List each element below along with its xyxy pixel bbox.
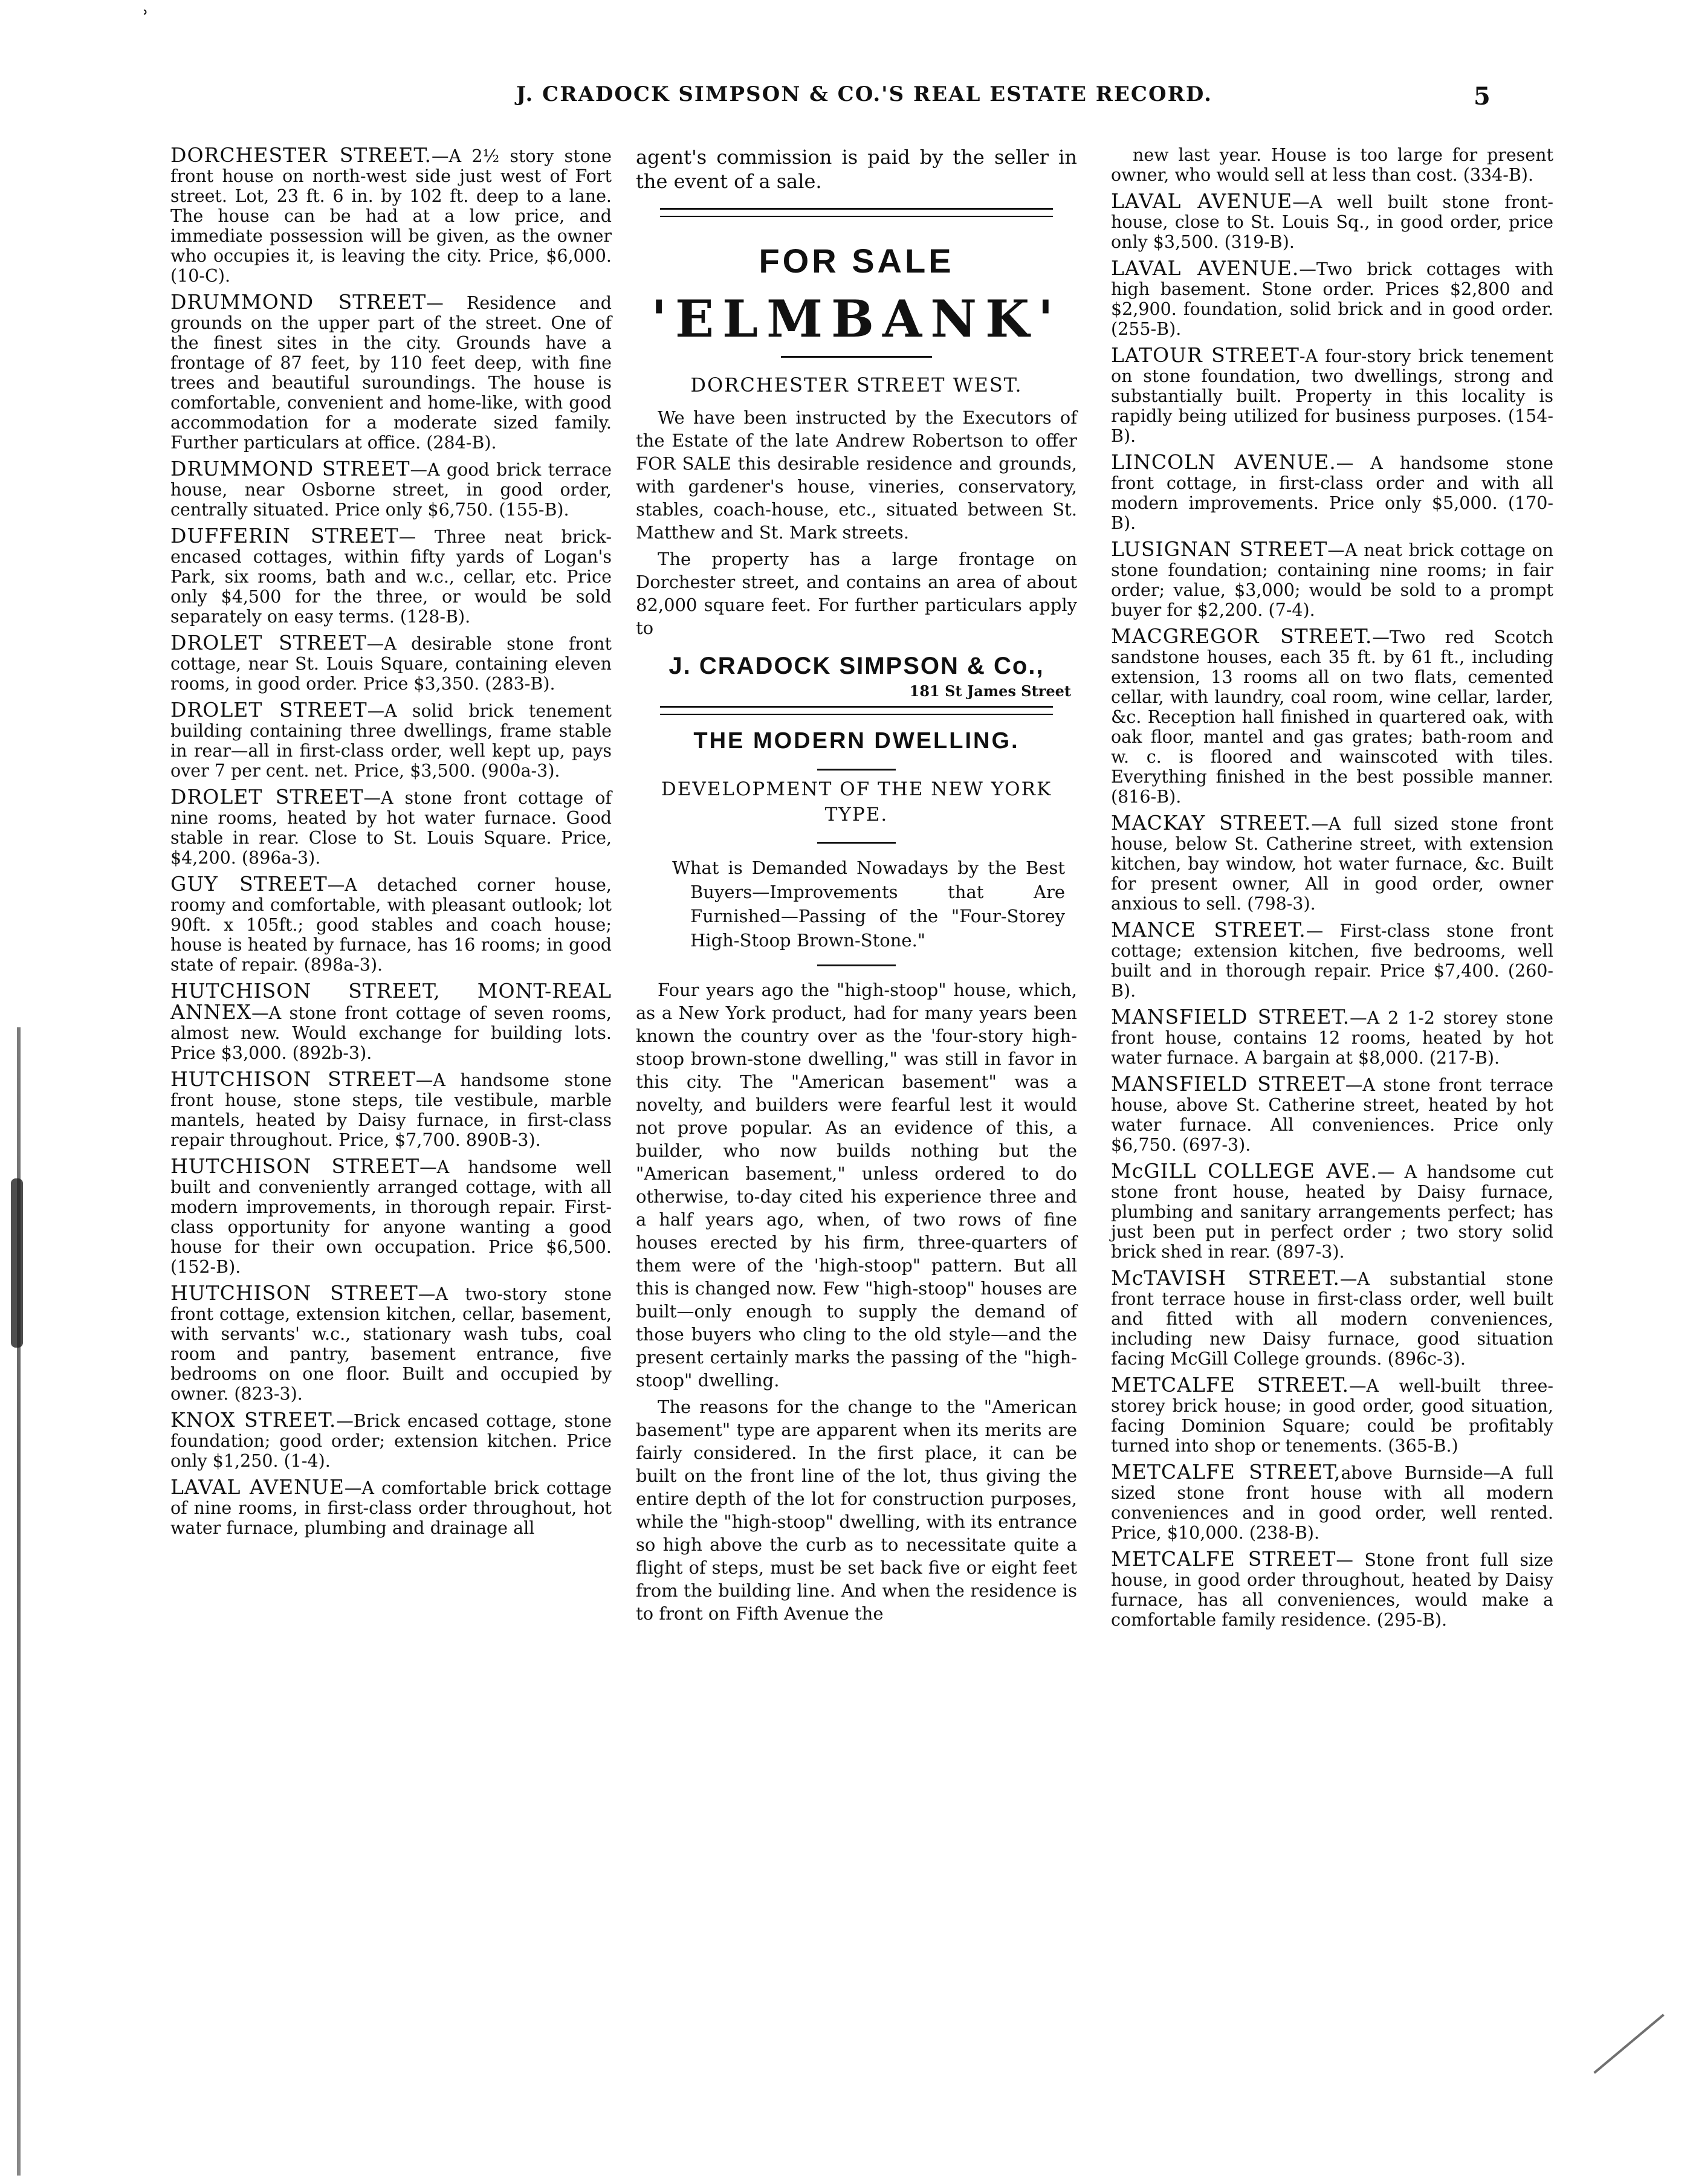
- listing-reference: (295-B).: [1376, 1610, 1448, 1630]
- scan-corner-mark: [1593, 2014, 1664, 2073]
- listing-description: -A four-story brick tenement on stone foundation, two dwellings, strong and substantially built. Property in this locality is rapidly being utilized for business purposes.: [1111, 346, 1553, 426]
- listing-reference: (897-3).: [1276, 1242, 1345, 1262]
- article-title: THE MODERN DWELLING.: [693, 728, 1020, 754]
- divider: [660, 208, 1053, 210]
- listing-entry: [170, 981, 612, 1063]
- listing-description: — A handsome stone front cottage, in first-class order and with all modern improvements. Price only $5,000.: [1111, 453, 1553, 513]
- listing-street: DRUMMOND STREET: [170, 457, 410, 480]
- divider: [817, 842, 896, 844]
- listing-description: — First-class stone front cottage; extension kitchen, five bedrooms, well built and in thorough repair. Price $7,400.: [1111, 921, 1553, 981]
- listing-reference: (697-3).: [1182, 1135, 1251, 1155]
- listing-description: —A 2½ story stone front house on north-west side just west of Fort street. Lot, 23 ft. 6 in. by 102 ft. deep to a lane. The house can be had at a low price, and immediate possession will be given, as the owner who occupies it, is leaving the city. Price, $6,000.: [170, 146, 612, 266]
- listing-street: HUTCHISON STREET: [170, 1154, 420, 1178]
- listing-description: —A stone front terrace house, above St. Catherine street, heated by hot water furnace. All conveniences. Price only $6,750.: [1111, 1075, 1553, 1155]
- listing-entry: [1111, 539, 1553, 620]
- listing-entry: [170, 1156, 612, 1277]
- page-number: 5: [1474, 82, 1491, 111]
- listing-street: LATOUR STREET: [1111, 343, 1300, 367]
- listing-reference: (798-3).: [1247, 894, 1316, 914]
- listing-description: —A stone front cottage of nine rooms, heated by hot water furnace. Good stable in rear. Close to St. Louis Square. Price, $4,200.: [170, 788, 612, 868]
- listing-description: —A detached corner house, roomy and comfortable, with pleasant outlook; lot 90ft. x 105ft.; good stables and coach house; house is heated by furnace, has 16 rooms; in good state of repair.: [170, 875, 612, 975]
- listing-description: —A 2 1-2 storey stone front house, contains 12 rooms, heated by hot water furnace. A bargain at $8,000.: [1111, 1008, 1554, 1068]
- listing-street: HUTCHISON STREET: [170, 1281, 418, 1305]
- listing-street: McTAVISH STREET.: [1111, 1266, 1340, 1290]
- listing-description: —A full sized stone front house, below St. Catherine street, with extension kitchen, bay window, hot water furnace, &c. Built for present owner, All in good order, owner anxious to sell.: [1111, 814, 1554, 914]
- listing-reference: (217-B).: [1429, 1048, 1500, 1068]
- article-deck: What is Demanded Nowadays by the Best Buyers—Improvements that Are Furnished—Passing of the "Four-Storey High-Stoop Brown-Stone.": [672, 858, 1065, 951]
- listing-entry: [1111, 920, 1553, 1001]
- listing-list: [1111, 191, 1553, 1630]
- listing-description: —A well built stone front-house, close to St. Louis Sq., in good order, price only $3,500.: [1111, 192, 1553, 252]
- listing-entry: [170, 459, 612, 520]
- divider: [660, 706, 1053, 708]
- listing-entry: [170, 633, 612, 694]
- ad-property-name: 'ELMBANK': [651, 289, 1062, 349]
- listing-description: — Three neat brick-encased cottages, within fifty yards of Logan's Park, six rooms, bath and w.c., cellar, etc. Price only $4,500 for the three, or would be sold separately on easy terms.: [170, 527, 612, 627]
- listing-reference: (155-B).: [499, 500, 569, 520]
- listing-street: METCALFE STREET,: [1111, 1460, 1341, 1484]
- listing-reference: 890B-3).: [465, 1130, 541, 1150]
- listing-entry: [170, 1410, 612, 1471]
- ad-firm-name: J. CRADOCK SIMPSON & Co.,: [668, 653, 1044, 679]
- listing-street: MANSFIELD STREET: [1111, 1072, 1345, 1096]
- listing-description: —A desirable stone front cottage, near St. Louis Square, containing eleven rooms, in good order. Price $3,350.: [170, 634, 612, 694]
- listing-street: LINCOLN AVENUE.: [1111, 450, 1336, 474]
- listing-entry: [1111, 1549, 1553, 1630]
- listing-description: —A neat brick cottage on stone foundation; containing nine rooms; in fair order; value, $3,000; would be sold to a prompt buyer for $2,200.: [1111, 540, 1553, 620]
- listing-reference: (154-B).: [1111, 406, 1553, 446]
- ad-address: 181 St James Street: [909, 682, 1071, 700]
- listing-reference: (7-4).: [1268, 600, 1315, 620]
- listing-description: —A two-story stone front cottage, extension kitchen, cellar, basement, with servants' w.c., stationary wash tubs, coal room and pantry, basement entrance, five bedrooms on one floor. Built and occupied by owner.: [170, 1284, 612, 1404]
- listing-entry: [170, 145, 612, 286]
- ad-for-sale-heading: FOR SALE: [759, 242, 954, 280]
- listing-entry: [1111, 1462, 1553, 1543]
- listing-description: — A handsome cut stone front house, heated by Daisy furnace, plumbing and sanitary arrangements perfect; has just been put in perfect order ; two story solid brick shed in rear.: [1111, 1162, 1553, 1262]
- listing-reference: (170-B).: [1111, 493, 1554, 533]
- listing-reference: (255-B).: [1111, 319, 1182, 339]
- listing-street: HUTCHISON STREET, MONT-REAL ANNEX: [170, 979, 612, 1024]
- continuation-text: agent's commission is paid by the seller in the event of a sale.: [636, 146, 1077, 193]
- column-3-listings: [1111, 145, 1553, 1636]
- listing-entry: [1111, 813, 1553, 914]
- listing-description: —A solid brick tenement building containing three dwellings, frame stable in rear—all in first-class order, well kept up, pays over 7 per cent. net. Price, $3,500.: [170, 701, 612, 781]
- scan-mark: ʾ: [143, 6, 149, 30]
- listing-street: DROLET STREET: [170, 631, 367, 654]
- listing-reference: (892b-3).: [292, 1043, 372, 1063]
- divider: [660, 714, 1053, 715]
- ad-paragraph: We have been instructed by the Executors of the Estate of the late Andrew Robertson to offer FOR SALE this desirable residence and grounds, with gardener's house, vineries, conservatory, stables, coach-house, etc., situated between St. Matthew and St. Mark streets.: [636, 407, 1077, 543]
- listing-street: McGILL COLLEGE AVE.: [1111, 1159, 1377, 1183]
- listing-street: DRUMMOND STREET: [170, 290, 427, 314]
- listing-description: — Residence and grounds on the upper part of the street. One of the finest sites in the city. Grounds have a frontage of 87 feet, by 110 feet deep, with fine trees and beautiful suroundings. The house is comfortable, convenient and home-like, with good accommodation for a moderate sized family. Further particulars at office.: [170, 293, 612, 453]
- listing-street: LUSIGNAN STREET: [1111, 537, 1328, 561]
- scan-edge-blot: [11, 1178, 23, 1348]
- listing-entry: [170, 526, 612, 627]
- listing-reference: (319-B).: [1224, 232, 1295, 252]
- listing-reference: (823-3).: [234, 1384, 303, 1404]
- article-paragraph: The reasons for the change to the "American basement" type are apparent when its merits are fairly considered. In the first place, it can be built on the front line of the lot, thus giving the entire depth of the lot for construction purposes, while the "high-stoop" dwelling, with its entrance so high above the curb as to necessitate quite a flight of steps, must be set back five or eight feet from the building line. And when the residence is to front on Fifth Avenue the: [636, 1397, 1077, 1624]
- listing-entry: [170, 292, 612, 453]
- divider: [660, 216, 1053, 217]
- listing-reference: (900a-3).: [481, 761, 560, 781]
- listing-street: KNOX STREET.: [170, 1408, 337, 1432]
- listing-entry: [1111, 1375, 1553, 1456]
- listing-description: —A good brick terrace house, near Osborne street, in good order, centrally situated. Price only $6,750.: [170, 460, 612, 520]
- listing-reference: (816-B).: [1111, 787, 1182, 807]
- listing-entry: [1111, 1161, 1553, 1262]
- listing-reference: (896c-3).: [1387, 1349, 1466, 1369]
- ad-location: DORCHESTER STREET WEST.: [690, 373, 1023, 396]
- divider: [817, 964, 896, 966]
- listing-entry: [170, 700, 612, 781]
- listing-entry: [170, 1477, 612, 1538]
- listing-street: LAVAL AVENUE: [1111, 189, 1293, 213]
- listing-reference: (283-B).: [485, 674, 555, 694]
- running-header: J. CRADOCK SIMPSON & CO.'S REAL ESTATE RECORD.: [516, 82, 1212, 106]
- listing-street: METCALFE STREET: [1111, 1547, 1336, 1571]
- continuation-text: new last year. House is too large for present owner, who would sell at less than cost. (334-B).: [1111, 145, 1553, 185]
- listing-street: HUTCHISON STREET: [170, 1067, 416, 1091]
- listing-street: LAVAL AVENUE: [170, 1475, 345, 1499]
- listing-entry: [1111, 345, 1553, 446]
- listing-entry: [1111, 191, 1553, 252]
- listing-entry: [1111, 1268, 1553, 1369]
- listing-street: MANSFIELD STREET.: [1111, 1005, 1350, 1029]
- article-paragraph: Four years ago the "high-stoop" house, which, as a New York product, had for many years been known the country over as the 'four-story high-stoop brown-stone dwelling," was still in favor in this city. The "American basement" was a novelty, and builders were fearful lest it would not prove popular. As an evidence of this, a builder, who now builds nothing but the "American basement," unless ordered to do otherwise, to-day cited his experience three and a half years ago, when, of two rows of fine houses erected by his firm, three-quarters of them were of the 'high-stoop" pattern. But all this is changed now. Few "high-stoop" houses are built—only enough to supply the demand of those buyers who cling to the old style—and the present certainly marks the passing of the "high-stoop" dwelling.: [636, 980, 1077, 1391]
- listing-reference: (284-B).: [426, 433, 497, 453]
- listing-reference: (260-B).: [1111, 961, 1553, 1001]
- listing-reference: (896a-3).: [241, 848, 321, 868]
- listing-street: MACKAY STREET.: [1111, 811, 1312, 835]
- listing-entry: [170, 1283, 612, 1404]
- listing-entry: [1111, 452, 1553, 533]
- listing-description: —A handsome stone front house, stone steps, tile vestibule, marble mantels, heated by Daisy furnace, in first-class repair throughout. Price, $7,700.: [170, 1070, 612, 1150]
- listing-entry: [170, 787, 612, 868]
- listing-description: —A substantial stone front terrace house in first-class order, well built and fitted with all modern conveniences, including new Daisy furnace, good situation facing McGill College grounds.: [1111, 1269, 1554, 1369]
- listing-street: DORCHESTER STREET.: [170, 143, 432, 167]
- listing-description: —A well-built three-storey brick house; in good order, good situation, facing Dominion Square; could be profitably turned into shop or tenements.: [1111, 1376, 1553, 1456]
- listing-description: above Burnside—A full sized stone front house with all modern conveniences and in good order, well rented. Price, $10,000.: [1111, 1463, 1554, 1543]
- listing-entry: [170, 874, 612, 975]
- listing-street: MACGREGOR STREET.: [1111, 624, 1373, 648]
- listing-reference: (128-B).: [400, 607, 471, 627]
- listing-reference: (152-B).: [170, 1257, 241, 1277]
- ad-paragraph: The property has a large frontage on Dorchester street, and contains an area of about 82,000 square feet. For further particulars apply to: [636, 549, 1077, 638]
- listing-street: DROLET STREET: [170, 698, 367, 722]
- divider: [781, 356, 932, 358]
- article-subtitle: DEVELOPMENT OF THE NEW YORK TYPE.: [661, 778, 1052, 825]
- listing-entry: [170, 1069, 612, 1150]
- listing-description: —A stone front cottage of seven rooms, almost new. Would exchange for building lots. Price $3,000.: [170, 1003, 612, 1063]
- column-1-listings: [170, 145, 612, 1544]
- listing-street: MANCE STREET.: [1111, 918, 1306, 942]
- listing-reference: (10-C).: [170, 266, 230, 286]
- listing-entry: [1111, 258, 1553, 339]
- listing-reference: (365-B.): [1388, 1436, 1458, 1456]
- listing-entry: [1111, 626, 1553, 807]
- listing-street: GUY STREET: [170, 872, 328, 896]
- listing-street: DUFFERIN STREET: [170, 524, 399, 548]
- listing-street: DROLET STREET: [170, 785, 364, 809]
- listing-description: —A comfortable brick cottage of nine rooms, in first-class order throughout, hot water furnace, plumbing and drainage all: [170, 1478, 612, 1538]
- listing-street: METCALFE STREET.: [1111, 1373, 1349, 1397]
- divider: [817, 769, 896, 771]
- listing-description: —Two red Scotch sandstone houses, each 35 ft. by 61 ft., including extension, 13 rooms all on two flats, cemented cellar, with laundry, coal room, wine cellar, larder, &c. Reception hall finished in quartered oak, with oak floor, mantel and gas grates; bath-room and w. c. is floored and wainscoted with tiles. Everything finished in the best possible manner.: [1111, 627, 1553, 787]
- listing-reference: (238-B).: [1249, 1523, 1320, 1543]
- listing-description: —Two brick cottages with high basement. Stone order. Prices $2,800 and $2,900. foundation, solid brick and in good order.: [1111, 259, 1553, 319]
- listing-reference: (898a-3).: [303, 955, 383, 975]
- listing-reference: (1-4).: [283, 1451, 331, 1471]
- column-2: [636, 145, 1077, 1629]
- listing-street: LAVAL AVENUE.: [1111, 256, 1300, 280]
- listing-description: —Brick encased cottage, stone foundation; good order; extension kitchen. Price only $1,250.: [170, 1411, 612, 1471]
- listing-description: — Stone front full size house, in good order throughout, heated by Daisy furnace, has all conveniences, would make a comfortable family residence.: [1111, 1550, 1553, 1630]
- listing-description: —A handsome well built and conveniently arranged cottage, with all modern improvements, in thorough repair. First-class opportunity for anyone wanting a good house for their own occupation. Price $6,500.: [170, 1157, 612, 1257]
- listing-entry: [1111, 1074, 1553, 1155]
- listing-entry: [1111, 1007, 1553, 1068]
